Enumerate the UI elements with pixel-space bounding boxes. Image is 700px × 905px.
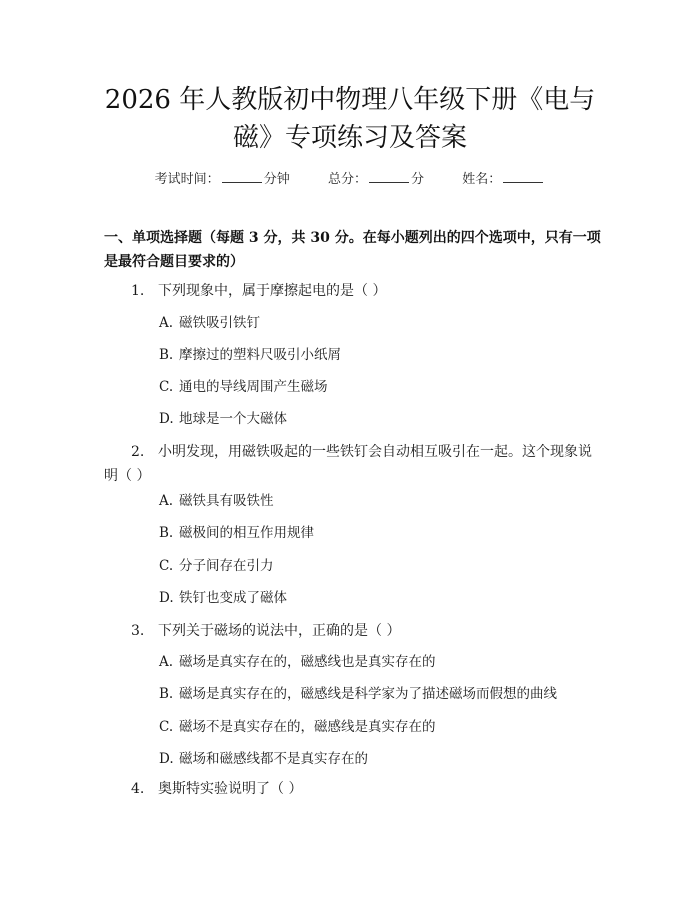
option-letter: A. [159,654,174,670]
option-text: 摩擦过的塑料尺吸引小纸屑 [179,347,341,363]
option-text: 铁钉也变成了磁体 [179,590,287,606]
student-name-label: 姓名： [462,172,502,187]
question-3-option-b [159,683,557,705]
question-3-option-d [159,748,368,770]
question-number: 1. [131,283,145,299]
option-text: 磁场是真实存在的，磁感线是科学家为了描述磁场而假想的曲线 [179,686,557,702]
option-letter: A. [159,493,174,509]
question-1-option-b [159,344,341,366]
option-text: 分子间存在引力 [179,558,274,574]
option-text: 磁场是真实存在的，磁感线也是真实存在的 [179,654,436,670]
option-text: 磁场不是真实存在的，磁感线是真实存在的 [179,719,436,735]
option-letter: C. [159,379,174,395]
option-letter: C. [159,719,174,735]
option-text: 磁场和磁感线都不是真实存在的 [179,751,368,767]
student-name-blank [503,170,543,183]
option-letter: D. [159,751,174,767]
option-letter: B. [159,525,174,541]
total-score-label: 总分： [327,172,367,187]
exam-time-unit: 分钟 [263,172,290,187]
question-4 [131,777,302,801]
total-score-blank [369,170,409,183]
question-1-option-c [159,376,328,398]
document-title-line-2: 磁》专项练习及答案 [232,123,467,153]
question-number: 4. [131,781,145,797]
question-stem: 小明发现，用磁铁吸起的一些铁钉会自动相互吸引在一起。这个现象说明（ ） [104,444,592,484]
option-text: 磁极间的相互作用规律 [179,525,314,541]
question-stem: 下列现象中，属于摩擦起电的是（ ） [158,283,387,299]
question-stem: 奥斯特实验说明了（ ） [158,781,303,797]
question-number: 2. [131,444,145,460]
question-2-option-c [159,555,274,577]
option-text: 通电的导线周围产生磁场 [179,379,328,395]
exam-time-label: 考试时间： [154,172,220,187]
question-1-option-a [159,312,260,334]
question-number: 3. [131,623,145,639]
option-text: 地球是一个大磁体 [179,411,287,427]
section-heading: 一、单项选择题（每题 3 分，共 30 分。在每小题列出的四个选项中，只有一项是最符合题目要求的） [104,230,601,270]
total-score-unit: 分 [411,172,425,187]
question-2-option-b [159,522,314,544]
option-letter: D. [159,411,174,427]
question-3-option-a [159,651,436,673]
option-letter: B. [159,686,174,702]
question-3 [131,619,400,643]
question-3-option-c [159,716,436,738]
question-2 [104,440,604,488]
question-2-option-d [159,587,287,609]
exam-meta-row [0,168,700,187]
option-letter: D. [159,590,174,606]
question-2-option-a [159,490,274,512]
option-letter: A. [159,315,174,331]
option-letter: C. [159,558,174,574]
exam-time-blank [222,170,262,183]
question-stem: 下列关于磁场的说法中，正确的是（ ） [158,623,401,639]
document-title-line-1: 2026 年人教版初中物理八年级下册《电与 [104,85,596,115]
option-letter: B. [159,347,174,363]
question-1-option-d [159,408,287,430]
option-text: 磁铁吸引铁钉 [179,315,260,331]
option-text: 磁铁具有吸铁性 [179,493,274,509]
question-1 [131,279,386,303]
